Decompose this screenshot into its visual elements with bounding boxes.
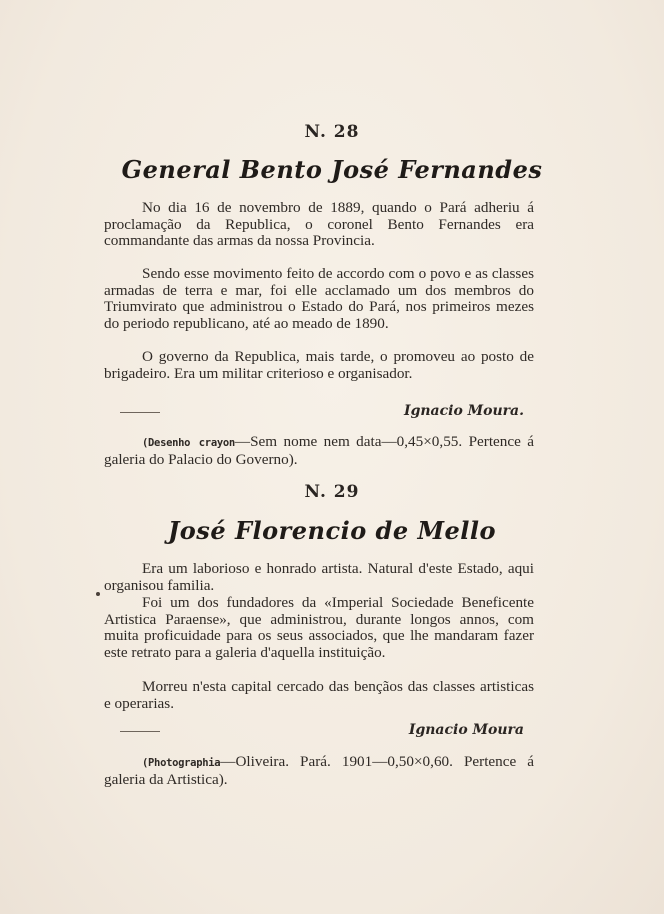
entry-number: N. 29 xyxy=(304,482,360,502)
signature-line xyxy=(104,722,534,742)
signature-line xyxy=(104,403,534,423)
entry-title: General Bento José Fernandes xyxy=(121,155,543,184)
author-name: Ignacio Moura xyxy=(408,722,524,738)
dash-rule xyxy=(120,731,160,732)
caption-text: —Oliveira. Pará. 1901—0,50×0,60. Pertence á galeria da Artistica). xyxy=(104,753,534,788)
paragraph-text: O governo da Republica, mais tarde, o promoveu ao posto de brigadeiro. Era um militar criterioso e organisador. xyxy=(104,348,534,382)
author-name: Ignacio Moura. xyxy=(404,403,524,419)
paragraph-text: Sendo esse movimento feito de accordo com o povo e as classes armadas de terra e mar, foi elle acclamado um dos membros do Triumvirato que administrou o Estado do Pará, nos primeiros mezes do periodo republicano, até ao meado de 1890. xyxy=(104,265,534,332)
caption-label: (Desenho crayon xyxy=(142,437,235,449)
dash-rule xyxy=(120,412,160,413)
entry-number: N. 28 xyxy=(304,122,360,142)
caption-label: (Photographia xyxy=(142,757,221,769)
paragraph xyxy=(104,561,534,594)
paragraph xyxy=(104,266,534,332)
paragraph xyxy=(104,200,534,250)
paragraph xyxy=(104,679,534,712)
ink-speck xyxy=(96,592,100,596)
image-caption xyxy=(104,754,534,788)
entry-title: José Florencio de Mello xyxy=(167,516,497,545)
paragraph-text: Era um laborioso e honrado artista. Natural d'este Estado, aqui organisou familia. xyxy=(104,560,534,594)
paragraph-text: Morreu n'esta capital cercado das bençãos das classes artisticas e operarias. xyxy=(104,678,534,712)
paragraph-text: Foi um dos fundadores da «Imperial Sociedade Beneficente Artistica Paraense», que administrou, durante longos annos, com muita proficuidade para os seus associados, que lhe mandaram fazer este retrato para a galeria d'aquella instituição. xyxy=(104,594,534,661)
paragraph xyxy=(104,595,534,661)
image-caption xyxy=(104,434,534,468)
caption-text: —Sem nome nem data—0,45×0,55. Pertence á galeria do Palacio do Governo). xyxy=(104,433,534,468)
paragraph-text: No dia 16 de novembro de 1889, quando o Pará adheriu á proclamação da Republica, o coronel Bento Fernandes era commandante das armas da nossa Provincia. xyxy=(104,199,534,250)
paragraph xyxy=(104,349,534,382)
